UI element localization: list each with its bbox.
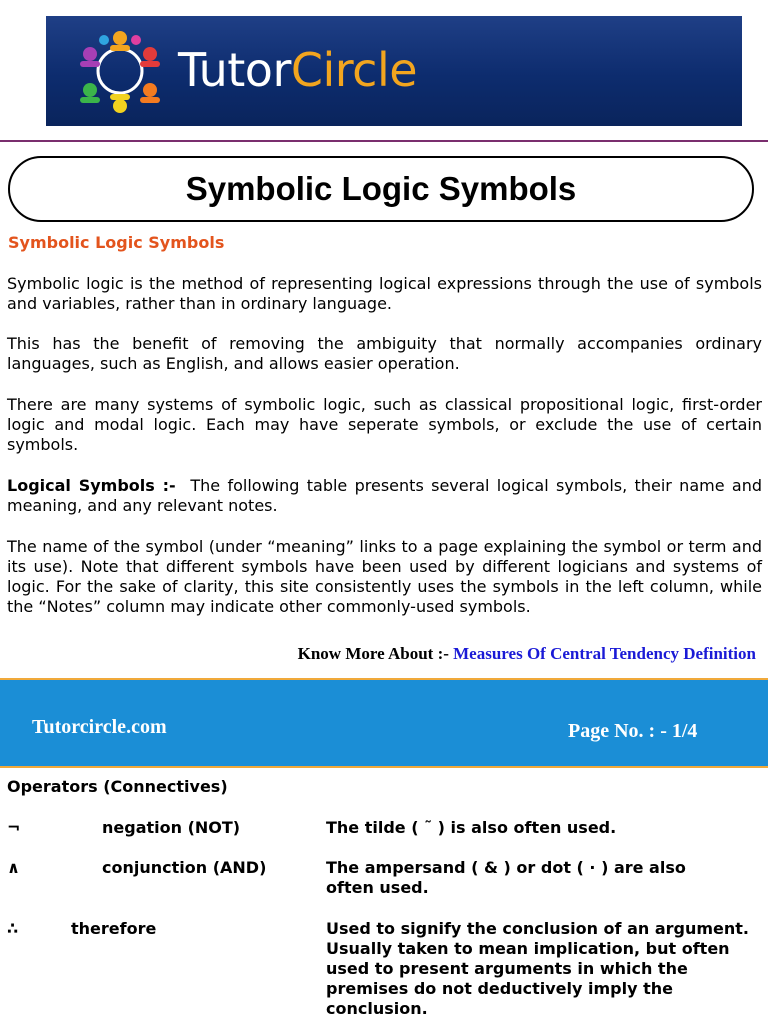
operator-note: The tilde ( ˜ ) is also often used. xyxy=(326,818,617,837)
operator-note: The ampersand ( & ) or dot ( · ) are also often used. xyxy=(326,858,686,897)
brand-part-1: Tutor xyxy=(178,43,291,97)
tutorcircle-logo-icon xyxy=(70,26,170,116)
operators-heading: Operators (Connectives) xyxy=(7,777,228,796)
paragraph-intro: Symbolic logic is the method of representing logical expressions through the use of symbols and variables, rather than in ordinary language. xyxy=(7,274,762,313)
header-divider xyxy=(0,140,768,142)
title-box xyxy=(8,156,754,222)
operator-meaning: negation (NOT) xyxy=(102,818,241,837)
footer-page-number: Page No. : - 1/4 xyxy=(568,720,698,742)
section-subtitle: Symbolic Logic Symbols xyxy=(8,233,225,252)
know-more-label: Know More About :- xyxy=(297,644,449,663)
page-title: Symbolic Logic Symbols xyxy=(185,170,577,207)
operator-symbol: ∴ xyxy=(7,919,19,938)
operator-meaning: conjunction (AND) xyxy=(102,858,267,877)
paragraph-logical-symbols xyxy=(7,476,762,516)
operator-symbol: ¬ xyxy=(7,818,21,837)
paragraph-symbol-names: The name of the symbol (under “meaning” links to a page explaining the symbol or term and its use). Note that different symbols have been used by different logicians and systems of logic. For the sake of clarity, this site consistently uses the symbols in the left column, while the “Notes” column may indicate other commonly-used symbols. xyxy=(7,537,762,616)
footer-site[interactable]: Tutorcircle.com xyxy=(32,716,167,738)
page-footer xyxy=(0,678,768,768)
know-more-line xyxy=(298,644,756,664)
logical-symbols-text: The following table presents several logical symbols, their name and meaning, and any relevant notes. xyxy=(7,476,763,515)
header-banner xyxy=(46,16,742,126)
paragraph-systems: There are many systems of symbolic logic, such as classical propositional logic, first-order logic and modal logic. Each may have seperate symbols, or exclude the use of certain symbols. xyxy=(7,395,762,454)
paragraph-benefit: This has the benefit of removing the ambiguity that normally accompanies ordinary languages, such as English, and allows easier operation. xyxy=(7,334,762,373)
operator-meaning: therefore xyxy=(71,919,157,938)
operator-note: Used to signify the conclusion of an argument. Usually taken to mean implication, but often used to present arguments in which the premises do not deductively imply the conclusion. xyxy=(326,919,749,1018)
operator-symbol: ∧ xyxy=(7,858,20,877)
brand-wordmark xyxy=(178,42,417,98)
logical-symbols-label: Logical Symbols :- xyxy=(7,476,176,495)
know-more-link[interactable]: Measures Of Central Tendency Definition xyxy=(453,644,756,663)
brand-part-2: Circle xyxy=(290,43,418,97)
